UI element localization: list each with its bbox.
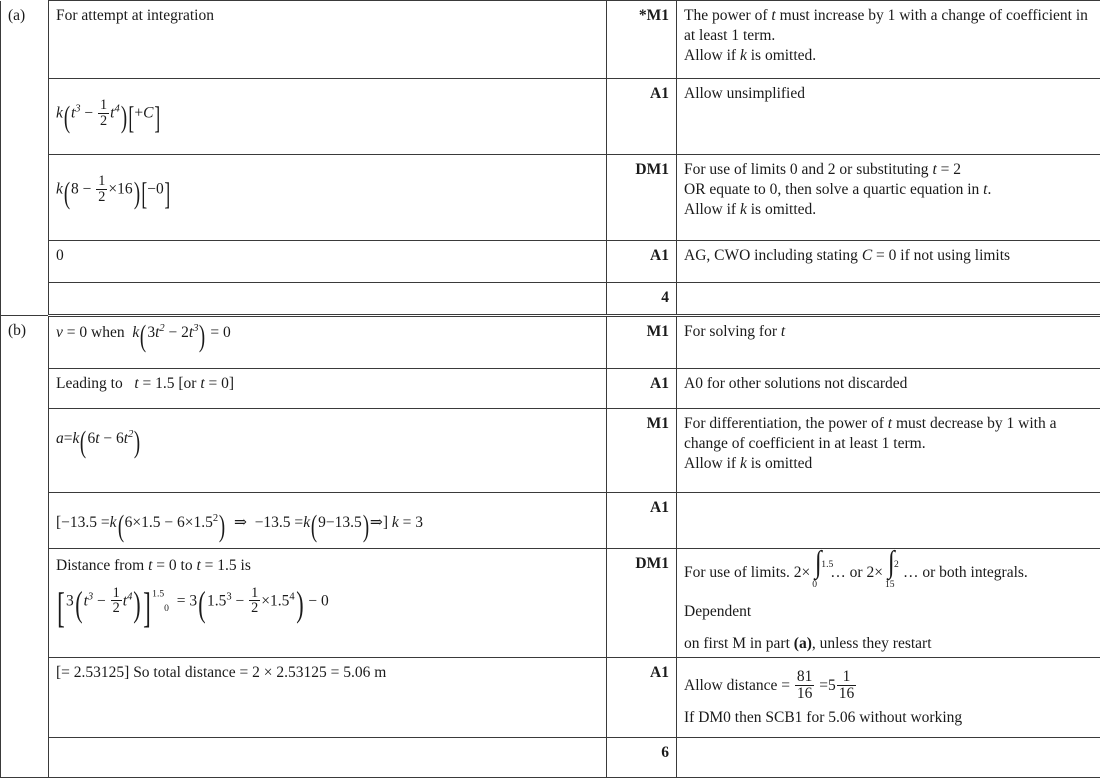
marks-total-b: 6 (607, 738, 677, 778)
notes-text: Distance from (56, 557, 148, 574)
marks-cell: A1 (607, 79, 677, 155)
notes-cell (677, 79, 1100, 155)
notes-line: If DM0 then SCB1 for 5.06 without working (684, 708, 1093, 728)
working-cell (49, 409, 607, 493)
notes-text: = 2 (937, 161, 961, 178)
integral-icon: 1.5 ∫ 0 (810, 562, 830, 578)
notes-cell (677, 409, 1100, 493)
formula-limits-substitution: k(8 − $\frac{1}{2}$ ×16)[−0] (56, 160, 599, 204)
math-var-k: k (740, 455, 747, 472)
working-text: [= 2.53125] So total distance = 2 × 2.53125 = 5.06 m (56, 664, 386, 681)
table-row (1, 1, 1100, 79)
notes-text: 2× (794, 564, 811, 581)
working-cell (49, 369, 607, 409)
working-cell (49, 79, 607, 155)
notes-text: … (903, 564, 919, 581)
notes-text: = (819, 677, 828, 694)
working-cell (49, 549, 607, 658)
notes-line (684, 634, 1093, 654)
distance-label: Distance from t = 0 to t = 1.5 is (56, 556, 599, 576)
working-text: Leading to (56, 375, 123, 392)
working-cell (49, 658, 607, 738)
notes-cell (677, 549, 1100, 658)
formula-leading-to: Leading to t = 1.5 [or t = 0] (56, 374, 599, 394)
working-cell (49, 1, 607, 79)
fraction-1-16: $\frac{1}{16}$ (837, 669, 857, 702)
notes-text: or both integrals. Dependent (684, 564, 1028, 620)
notes-text: OR equate to 0, then solve a quartic equation in (684, 181, 983, 198)
working-cell (49, 155, 607, 241)
working-cell (49, 241, 607, 283)
marks-cell: A1 (607, 658, 677, 738)
marks-cell: A1 (607, 241, 677, 283)
marks-cell: A1 (607, 493, 677, 549)
notes-text: Allow if (684, 201, 740, 218)
notes-line (684, 454, 1093, 474)
marks-cell: DM1 (607, 549, 677, 658)
table-row (1, 369, 1100, 409)
marks-total-a: 4 (607, 283, 677, 316)
math-var-k: k (740, 47, 747, 64)
notes-text: Allow distance = (684, 677, 790, 694)
formula-find-k: [$-13.5 =k(6\times 1.5 - 6\times 1.5^2)$ ⇒ −13.5 =k(9−13.5)⇒] k = 3 (56, 498, 599, 536)
fraction-81-16: $\frac{81}{16}$ (795, 669, 815, 702)
notes-text: is omitted. (747, 47, 816, 64)
math-var-t: t (771, 7, 775, 24)
formula-v-zero: v = 0 when $k(3t^2 - 2t^3) = 0$ (56, 322, 599, 346)
integral-lower-limit: 15 (885, 573, 895, 597)
part-ref: (a) (794, 635, 812, 652)
notes-text: … (830, 564, 846, 581)
notes-cell (677, 369, 1100, 409)
notes-line (684, 160, 1093, 180)
table-row (1, 549, 1100, 658)
integral-icon: 2 ∫ 15 (883, 562, 903, 578)
notes-text: on first M in part (684, 635, 794, 652)
working-cell-blank (49, 283, 607, 316)
notes-line (684, 663, 1093, 702)
notes-text: For use of limits. (684, 564, 790, 581)
part-label-a: (a) (1, 1, 49, 316)
notes-cell (677, 658, 1100, 738)
notes-line: A0 for other solutions not discarded (684, 374, 1093, 394)
notes-line (684, 200, 1093, 220)
part-label-b: (b) (1, 316, 49, 778)
math-var-t: t (983, 181, 987, 198)
notes-cell (677, 241, 1100, 283)
notes-line (684, 414, 1093, 454)
notes-line: Allow unsimplified (684, 84, 1093, 104)
math-var-t: t (932, 161, 936, 178)
formula-integral-result: $k(t^3$ − $\frac{1}{2}$ $t^4)[+C]$ (56, 84, 599, 128)
marks-cell: A1 (607, 369, 677, 409)
notes-text: or (850, 564, 863, 581)
notes-text: 5 (828, 677, 836, 694)
marks-cell: M1 (607, 409, 677, 493)
notes-line (684, 6, 1093, 46)
marks-cell: M1 (607, 316, 677, 369)
math-var-C: C (862, 247, 872, 264)
notes-text: For solving for (684, 323, 781, 340)
table-row (1, 241, 1100, 283)
notes-text: is omitted (747, 455, 812, 472)
working-cell (49, 316, 607, 369)
notes-text: = 1.5 is (201, 557, 251, 574)
notes-cell (677, 316, 1100, 369)
notes-text: . (987, 181, 991, 198)
integral-lower-limit: 0 (812, 573, 817, 597)
notes-text: Allow if (684, 47, 740, 64)
math-var-t: t (888, 415, 892, 432)
marks-cell: *M1 (607, 1, 677, 79)
notes-text: = 0 to (152, 557, 196, 574)
integral-upper-limit: 1.5 (821, 553, 833, 577)
table-row-total (1, 283, 1100, 316)
notes-text: must decrease by 1 with a change of coefficient in at least 1 term. (684, 415, 1057, 452)
table-row (1, 409, 1100, 493)
notes-line (684, 46, 1093, 66)
notes-text: is omitted. (747, 201, 816, 218)
math-var-t: t (781, 323, 785, 340)
notes-line (684, 322, 1093, 342)
working-cell (49, 493, 607, 549)
notes-cell-blank (677, 283, 1100, 316)
notes-text: For differentiation, the power of (684, 415, 888, 432)
table-row (1, 493, 1100, 549)
marks-cell: DM1 (607, 155, 677, 241)
working-text: For attempt at integration (56, 7, 214, 24)
notes-text: , unless they restart (812, 635, 932, 652)
notes-text: Allow if (684, 455, 740, 472)
notes-line (684, 180, 1093, 200)
notes-cell (677, 493, 1100, 549)
table-row (1, 316, 1100, 369)
working-text: 0 (56, 247, 64, 264)
notes-cell (677, 1, 1100, 79)
formula-acceleration: $a=k(6t - 6t^2)$ (56, 414, 599, 452)
table-row (1, 79, 1100, 155)
notes-text: AG, CWO including stating (684, 247, 862, 264)
math-var-k: k (740, 201, 747, 218)
notes-text: = 0 if not using limits (872, 247, 1010, 264)
notes-text: must increase by 1 with a change of coefficient in at least 1 term. (684, 7, 1088, 44)
notes-line (684, 246, 1093, 266)
integral-upper-limit: 2 (894, 553, 899, 577)
formula-definite-integral: [$3(t^3$ − $\frac{1}{2}$ $t^4)]^{1.5}_0 = 3(1.5^3$ − $\frac{1}{2}$ $\times 1.5^4) - 0$ (56, 586, 599, 623)
table-row (1, 155, 1100, 241)
notes-text: 2× (866, 564, 883, 581)
notes-text: The power of (684, 7, 771, 24)
table-row (1, 658, 1100, 738)
notes-line (684, 554, 1093, 632)
notes-text: For use of limits 0 and 2 or substituting (684, 161, 932, 178)
notes-cell (677, 155, 1100, 241)
